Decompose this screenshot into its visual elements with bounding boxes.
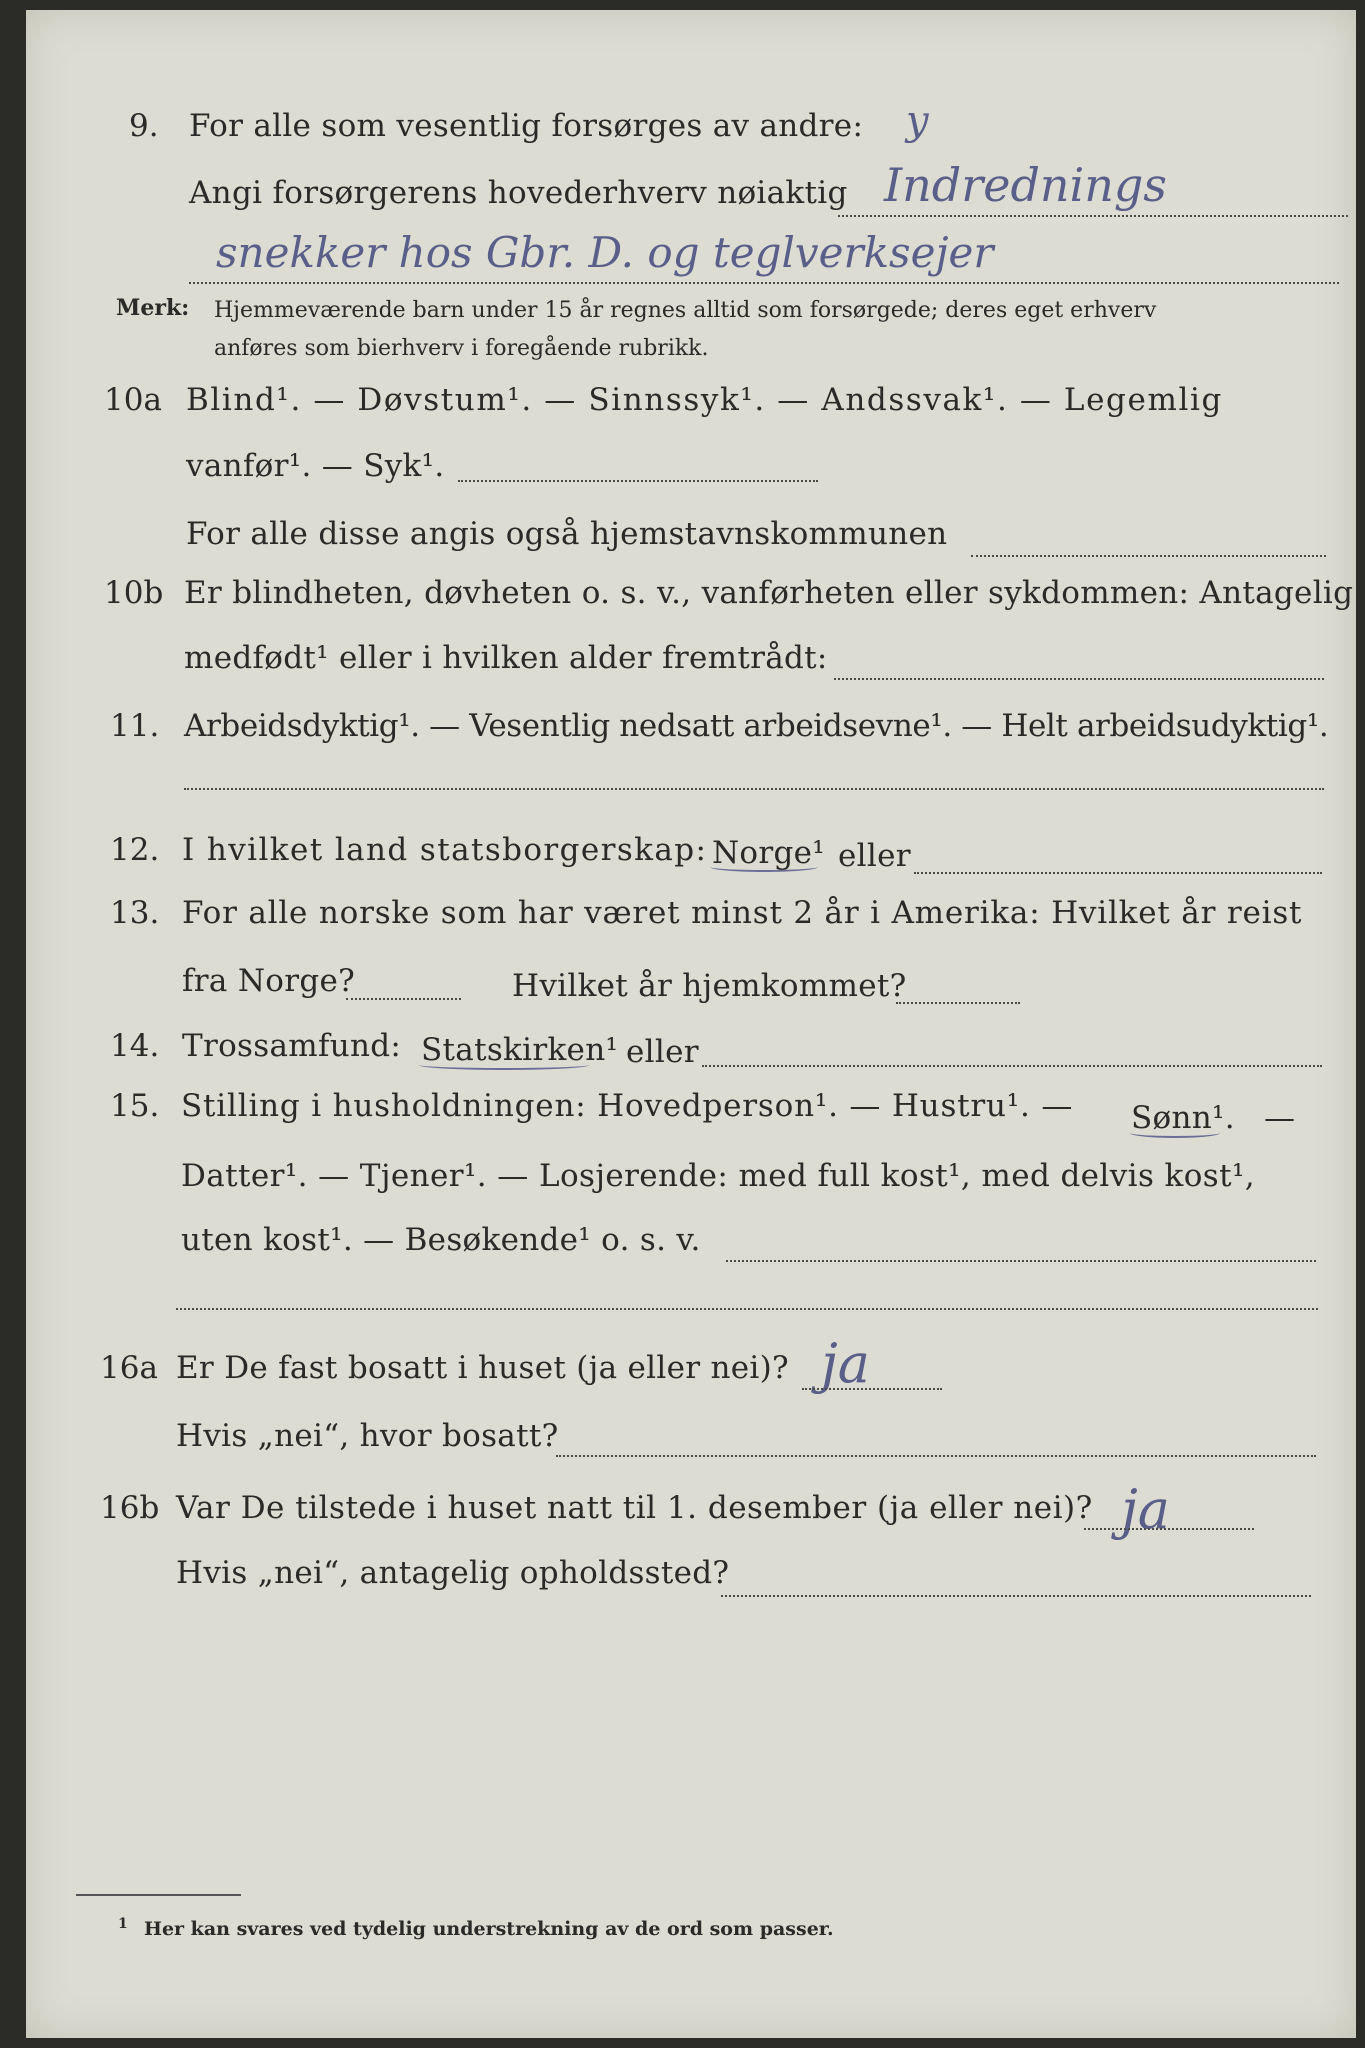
question-15-option-sonn: Sønn¹. (1131, 1100, 1235, 1136)
merk-label: Merk: (116, 295, 190, 321)
question-10a-line1: Blind¹. — Døvstum¹. — Sinnssyk¹. — Andssvak¹. — Legemlig (186, 382, 1223, 418)
question-9-line1: For alle som vesentlig forsørges av andre: (189, 108, 864, 144)
question-16b-line2: Hvis „nei“, antagelig opholdssted? (176, 1555, 730, 1591)
q9-answer-line-1 (838, 215, 1348, 217)
q13-answer-line-2 (896, 1002, 1020, 1004)
q15-answer-line-1 (726, 1260, 1316, 1262)
question-14-number: 14. (110, 1028, 160, 1064)
footnote-text: Her kan svares ved tydelig understrekning av de ord som passer. (144, 1918, 834, 1940)
census-form-page (26, 10, 1356, 2038)
q15-underline-sonn (1130, 1128, 1220, 1138)
question-10a-line3: For alle disse angis også hjemstavnskommunen (186, 516, 948, 552)
footnote-mark: 1 (118, 1916, 128, 1932)
question-10b-line1: Er blindheten, døvheten o. s. v., vanførheten eller sykdommen: Antagelig (184, 575, 1354, 611)
q16a-answer-line-1 (802, 1388, 942, 1390)
q14-underline-statskirken (419, 1060, 589, 1070)
merk-line2: anføres som bierhverv i foregående rubrikk. (214, 336, 709, 361)
q11-answer-line (184, 788, 1324, 790)
q16b-answer-line-1 (1084, 1528, 1254, 1530)
question-10a-line2: vanfør¹. — Syk¹. (186, 448, 445, 484)
question-10a-number: 10a (104, 382, 162, 418)
q9-answer-line-2 (189, 282, 1339, 284)
question-15-number: 15. (110, 1088, 160, 1124)
question-10b-line2: medfødt¹ eller i hvilken alder fremtrådt: (184, 640, 828, 676)
question-13-number: 13. (110, 895, 160, 931)
q10a-answer-line-2 (971, 555, 1326, 557)
question-13-line1: For alle norske som har været minst 2 år i Amerika: Hvilket år reist (182, 895, 1303, 931)
question-11-number: 11. (110, 708, 160, 744)
question-12-number: 12. (110, 832, 160, 868)
q16b-handwritten-answer: ja (1121, 1478, 1170, 1541)
question-16a-number: 16a (100, 1350, 158, 1386)
q10a-answer-line-1 (458, 480, 818, 482)
q12-answer-line (914, 872, 1322, 874)
question-16a-line1: Er De fast bosatt i huset (ja eller nei)? (176, 1350, 789, 1386)
question-15-line1c: — (1264, 1100, 1296, 1136)
question-15-line3: uten kost¹. — Besøkende¹ o. s. v. (181, 1222, 701, 1258)
q15-answer-line-2 (176, 1308, 1318, 1310)
q9-handwritten-mark: y (906, 98, 929, 144)
question-16a-line2: Hvis „nei“, hvor bosatt? (176, 1418, 559, 1454)
q9-handwritten-answer-2: snekker hos Gbr. D. og teglverksejer (216, 228, 994, 277)
question-12-option-norge: Norge¹ (712, 835, 826, 871)
question-14-prefix: Trossamfund: (182, 1028, 402, 1064)
q10b-answer-line (834, 678, 1324, 680)
question-16b-line1: Var De tilstede i huset natt til 1. desember (ja eller nei)? (176, 1490, 1093, 1526)
question-13-line2a: fra Norge? (182, 963, 356, 999)
q16a-handwritten-answer: ja (821, 1332, 870, 1395)
footnote-rule (76, 1894, 241, 1896)
q13-answer-line-1 (346, 998, 461, 1000)
q16a-answer-line-2 (556, 1455, 1316, 1457)
question-15-line2: Datter¹. — Tjener¹. — Losjerende: med full kost¹, med delvis kost¹, (181, 1158, 1256, 1194)
merk-line1: Hjemmeværende barn under 15 år regnes alltid som forsørgede; deres eget erhverv (214, 298, 1157, 323)
question-14-option-statskirken: Statskirken¹ (421, 1032, 619, 1068)
question-12-suffix: eller (838, 838, 911, 874)
question-11-line1: Arbeidsdyktig¹. — Vesentlig nedsatt arbeidsevne¹. — Helt arbeidsudyktig¹. (184, 708, 1329, 744)
q9-handwritten-answer-1: Indrednings (884, 158, 1167, 212)
question-15-line1a: Stilling i husholdningen: Hovedperson¹. — Hustru¹. — (181, 1088, 1074, 1124)
question-12-prefix: I hvilket land statsborgerskap: (182, 832, 708, 868)
question-9-number: 9. (129, 108, 159, 144)
question-13-line2b: Hvilket år hjemkommet? (512, 968, 907, 1004)
q14-answer-line (702, 1065, 1322, 1067)
q16b-answer-line-2 (721, 1595, 1311, 1597)
question-14-suffix: eller (626, 1034, 699, 1070)
question-9-line2: Angi forsørgerens hovederhverv nøiaktig (189, 175, 848, 211)
question-10b-number: 10b (104, 575, 164, 611)
q12-underline-norge (710, 862, 818, 872)
question-16b-number: 16b (100, 1490, 160, 1526)
